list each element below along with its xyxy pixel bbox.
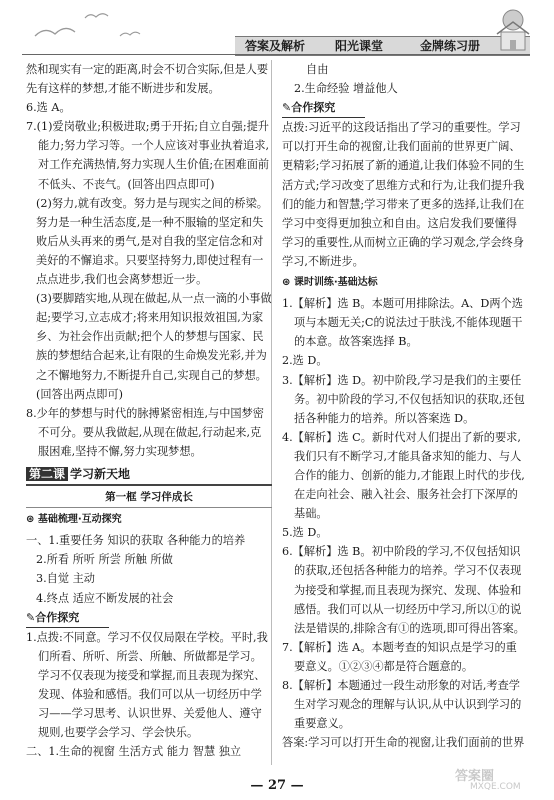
hezuo-answer-1: 1.点拨:不同意。学习不仅仅局限在学校。平时,我们所看、所听、所尝、所触、所做都是学习。学习不仅表现为接受和掌握,而且表现为探究、发现、体验和感悟。我们可以从一切经历中学习——学习思考、认识世界、关爱他人、遵守规则,也要学会学习、学会快乐。 [26, 630, 268, 740]
basics-label: 基础梳理·互动探究 [37, 514, 122, 526]
left-p1: 然和现实有一定的距离,时会不切合实际,但是人要先有这样的梦想,才能不断进步和发展。 [26, 63, 269, 96]
hezuo-heading-right: ✎合作探究 [282, 98, 365, 118]
header-rule [22, 54, 530, 55]
page-header [0, 0, 554, 56]
answer-2: 2.选 D。 [282, 354, 328, 368]
right-r3: 点拨:习近平的这段话指出了学习的重要性。学习可以打开生命的视窗,让我们面前的世界更广阔、更精彩;学习拓展了新的通道,让我们体验不同的生活方式;学习改变了思维方式和行为,让我们提升我们的能力和智慧;学习带来了更多的选择,让我们在学习中变得更加独立和自由。这启发我们要懂得学习的重要性,从而树立正确的学习观念,学会终身学习,不断进步。 [282, 121, 525, 268]
right-column [282, 60, 528, 752]
answer-7: 7.【解析】选 A。本题考查的知识点是学习的重要意义。①②③④都是符合题意的。 [282, 640, 517, 673]
answer-3: 3.【解析】选 D。初中阶段,学习是我们的主要任务。初中阶段的学习,不仅包括知识的获取,还包括各种能力的培养。所以答案选 D。 [282, 373, 525, 425]
lesson-heading [26, 465, 272, 486]
hezuo-label-right: 合作探究 [291, 101, 336, 115]
header-title: 答案及解析 [245, 39, 306, 53]
basics-heading: ⊛ 基础梳理·互动探究 [26, 514, 122, 526]
lesson-title: 学习新天地 [70, 466, 131, 481]
basics-3: 3.自觉 主动 [36, 572, 95, 586]
header-brand: 阳光课堂 [335, 39, 384, 53]
watermark-site: 答案圈 [455, 769, 495, 784]
page-number: — 27 — [250, 778, 304, 793]
basics-4: 4.终点 适应不断发展的社会 [36, 591, 174, 605]
practice-label: 课时训练·基础达标 [293, 277, 378, 289]
right-r2: 2.生命经验 增益他人 [294, 82, 398, 96]
answer-4: 4.【解析】选 C。新时代对人们提出了新的要求,我们只有不断学习,才能具备求知的能力、与人合作的能力、创新的能力,才能跟上时代的步伐,在走向社会、融入社会、服务社会打下深厚的基础。 [282, 430, 525, 521]
hezuo-label-left: 合作探究 [35, 610, 80, 624]
birds-icon [30, 6, 150, 46]
house-tree-icon [493, 8, 533, 53]
left-p4: (2)努力,就有改变。努力是与现实之间的桥梁。努力是一种生活态度,是一种不服输的坚定和失败后从头再来的勇气,是对自我的坚定信念和对美好的不懈追求。只要坚持努力,即使过程有一点点进步,我们也会离梦想近一步。 [36, 196, 268, 287]
header-series: 金牌练习册 [420, 39, 481, 53]
practice-heading: ⊛ 课时训练·基础达标 [282, 277, 378, 289]
basics-1: 一、1.重要任务 知识的获取 各种能力的培养 [26, 534, 246, 548]
answer-6: 6.【解析】选 B。初中阶段的学习,不仅包括知识的获取,还包括各种能力的培养。学习不仅表现为接受和掌握,而且表现为探究、发现、体验和感悟。我们可以从一切经历中学习,所以①的说法是错误的,排除含有①的选项,即可得出答案。 [282, 545, 525, 635]
section-title: 第一框 学习伴成长 [26, 488, 272, 508]
left-p3: 7.(1)爱岗敬业;积极进取;勇于开拓;自立自强;提升能力;努力学习等。一个人应该对事业执着追求,对工作充满热情,努力实现人生价值;在困难面前不低头、不丧气。(回答出四点即可) [26, 120, 270, 191]
answer-1: 1.【解析】选 B。本题可用排除法。A、D两个选项与本题无关;C的说法过于肤浅,不能体现题干的本意。故答案选择 B。 [282, 297, 523, 349]
answer-8: 8.【解析】本题通过一段生动形象的对话,考查学生对学习观念的理解与认识,从中认识到学习的重要意义。 [282, 679, 522, 731]
left-p2: 6.选 A。 [26, 101, 71, 115]
answer-8-text: 答案:学习可以打开生命的视窗,让我们面前的世界 [282, 736, 525, 750]
lesson-number: 第二课 [26, 467, 68, 481]
left-column [26, 60, 272, 761]
left-p6: 8.少年的梦想与时代的脉搏紧密相连,与中国梦密不可分。要从我做起,从现在做起,行动起来,克服困难,坚持不懈,努力实现梦想。 [26, 406, 264, 458]
basics-2: 2.所看 所听 所尝 所触 所做 [36, 553, 173, 567]
answer-5: 5.选 D。 [282, 526, 328, 540]
watermark-url: MXQE.COM [470, 782, 521, 792]
right-r1: 自由 [306, 63, 329, 76]
hezuo-heading-left: ✎合作探究 [26, 608, 109, 628]
part-two-1: 二、1.生命的视窗 生活方式 能力 智慧 独立 [26, 745, 242, 759]
left-p5: (3)要脚踏实地,从现在做起,从一点一滴的小事做起;要学习,立志成才;将来用知识报效祖国,为家乡、为社会作出贡献;把个人的梦想与国家、民族的梦想结合起来,让有限的生命焕发光彩,并为之不懈地努力,不断提升自己,实现自己的梦想。(回答出两点即可) [36, 292, 272, 401]
